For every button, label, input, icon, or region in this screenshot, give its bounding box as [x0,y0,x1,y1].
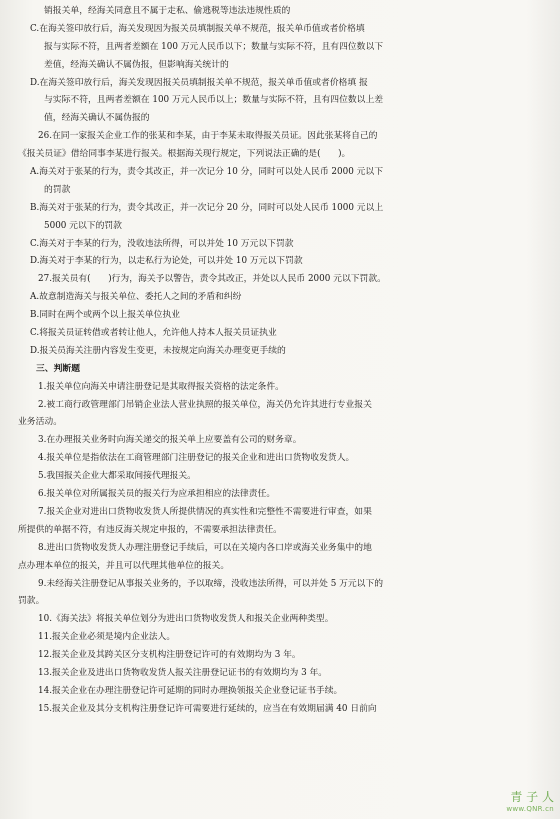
text-line: 《报关员证》借给同事李某进行报关。根据海关现行规定，下列说法正确的是( )。 [18,149,351,160]
text-line: 销报关单，经海关同意且不属于走私、偷逃税等违法违规性质的 [44,6,291,16]
text-line: A.故意制造海关与报关单位、委托人之间的矛盾和纠纷 [30,292,242,303]
text-line: 4.报关单位是指依法在工商管理部门注册登记的报关企业和进出口货物收发货人。 [38,453,355,464]
watermark-url: www.QNR.cn [506,805,554,813]
text-line: D.海关对于李某的行为，以走私行为论处，可以并处 10 万元以下罚款 [30,256,303,267]
text-line: B.同时在两个或两个以上报关单位执业 [30,310,181,321]
watermark-logo [506,791,554,815]
text-line: 8.进出口货物收发货人办理注册登记手续后，可以在关境内各口岸或海关业务集中的地 [38,542,372,553]
text-line: 罚款。 [18,596,45,607]
text-line: 6.报关单位对所属报关员的报关行为应承担相应的法律责任。 [38,489,276,500]
text-line: 7.报关企业对进出口货物收发货人所提供情况的真实性和完整性不需要进行审查，如果 [38,506,372,517]
text-line: D.在海关签印放行后，海关发现因报关员填制报关单不规范，报关单币值或者价格填 报 [30,77,368,88]
text-line: 5.我国报关企业大都采取间接代理报关。 [38,471,196,482]
text-line: D.报关员海关注册内容发生变更，未按规定向海关办理变更手续的 [30,345,286,356]
text-line: 与实际不符，且两者差额在 100 万元人民币以上；数量与实际不符，且有四位数以上差 [44,95,384,106]
text-line: 三、判断题 [36,363,80,374]
text-line: 3.在办理报关业务时向海关递交的报关单上应要盖有公司的财务章。 [38,435,302,446]
text-line: 1.报关单位向海关申请注册登记是其取得报关资格的法定条件。 [38,381,284,392]
text-line: 所提供的单据不符，有违反海关规定申报的，不需要承担法律责任。 [18,524,282,535]
text-line: 12.报关企业及其跨关区分支机构注册登记许可的有效期均为 3 年。 [38,650,301,661]
text-line: C.在海关签印放行后，海关发现因为报关员填制报关单不规范，报关单币值或者价格填 [30,23,365,34]
text-line: 差值，经海关确认不属伪报，但影响海关统计的 [44,59,229,70]
text-line: 26.在同一家报关企业工作的张某和李某，由于李某未取得报关员证。因此张某将自己的 [38,131,378,142]
text-line: 11.报关企业必须是境内企业法人。 [38,632,176,643]
text-line: 10.《海关法》将报关单位划分为进出口货物收发货人和报关企业两种类型。 [38,614,334,625]
text-line: C.将报关员证转借或者转让他人，允许他人持本人报关员证执业 [30,328,277,339]
text-line: 9.未经海关注册登记从事报关业务的，予以取缔，没收违法所得，可以并处 5 万元以下的 [38,578,384,589]
text-line: 2.被工商行政管理部门吊销企业法人营业执照的报关单位，海关仍允许其进行专业报关 [38,399,372,410]
watermark-text: 青 子 人 [510,790,554,804]
text-line: C.海关对于李某的行为，没收违法所得，可以并处 10 万元以下罚款 [30,238,294,249]
document-text [0,3,560,719]
text-line: 15.报关企业及其分支机构注册登记许可需要进行延续的，应当在有效期届满 40 日前向 [38,703,377,714]
text-line: B.海关对于张某的行为，责令其改正，并一次记分 20 分，同时可以处人民币 1000 元以上 [30,202,384,213]
text-line: 业务活动。 [18,417,62,428]
text-line: 点办理本单位的报关，并且可以代理其他单位的报关。 [18,560,230,571]
text-line: A.海关对于张某的行为，责令其改正，并一次记分 10 分，同时可以处人民币 2000 元以下 [30,167,384,178]
text-line: 的罚款 [44,184,71,195]
text-line: 13.报关企业及进出口货物收发货人报关注册登记证书的有效期均为 3 年。 [38,667,328,678]
text-line: 报与实际不符，且两者差额在 100 万元人民币以下；数量与实际不符，且有四位数以下 [44,41,384,52]
text-line: 值，经海关确认不属伪报的 [44,113,150,124]
text-line: 14.报关企业在办理注册登记许可延期的同时办理换领报关企业登记证书手续。 [38,685,343,696]
text-line: 27.报关员有( )行为，海关予以警告，责令其改正，并处以人民币 2000 元以下罚款。 [38,274,386,285]
text-line: 5000 元以下的罚款 [44,220,122,231]
